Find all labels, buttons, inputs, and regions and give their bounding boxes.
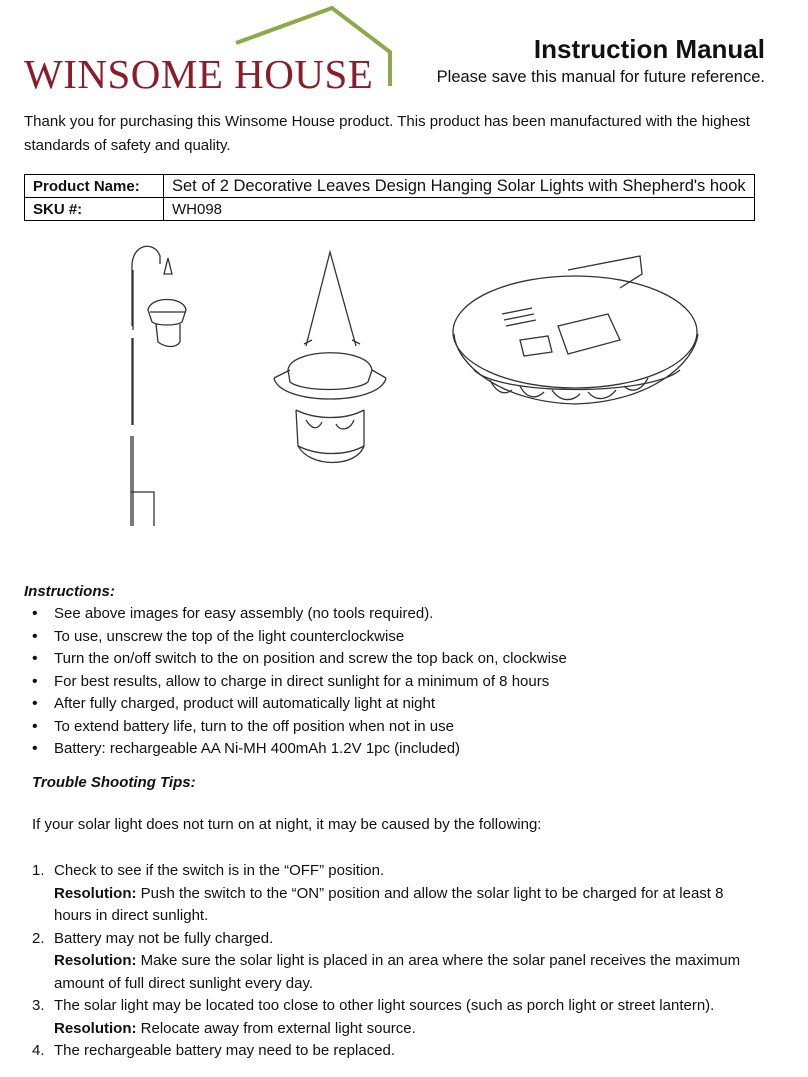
list-item: • Battery: rechargeable AA Ni-MH 400mAh 1.2V 1pc (included) <box>24 738 784 761</box>
troubleshooting-lead: If your solar light does not turn on at night, it may be caused by the following: <box>32 816 542 833</box>
resolution-text: Relocate away from external light source. <box>140 1019 416 1037</box>
list-item: • To extend battery life, turn to the off position when not in use <box>24 716 784 739</box>
resolution-text: Make sure the solar light is placed in an area where the solar panel receives the maximum amount of full direct sunlight every day. <box>54 952 741 992</box>
sku-row <box>25 198 755 221</box>
list-item <box>32 995 752 1040</box>
battery-compartment-illustration <box>453 256 698 404</box>
brand-name: WINSOME HOUSE <box>24 51 374 97</box>
sku-label: SKU #: <box>25 198 164 221</box>
product-name-label: Product Name: <box>25 175 164 198</box>
troubleshooting-heading: Trouble Shooting Tips: <box>32 774 196 791</box>
resolution <box>54 950 752 995</box>
intro-paragraph: Thank you for purchasing this Winsome House product. This product has been manufactured with the highest standards of safety and quality. <box>24 113 750 154</box>
product-name-value: Set of 2 Decorative Leaves Design Hanging Solar Lights with Shepherd's hook <box>164 175 755 198</box>
instructions-heading: Instructions: <box>24 583 115 600</box>
resolution-label: Resolution: <box>54 884 137 902</box>
item-number: 2. <box>32 929 45 947</box>
issue-text: The rechargeable battery may need to be replaced. <box>54 1042 396 1059</box>
product-name-row <box>25 175 755 198</box>
list-item <box>32 1040 752 1063</box>
list-item: • Turn the on/off switch to the on position and screw the top back on, clockwise <box>24 648 784 671</box>
resolution <box>54 883 752 928</box>
solar-lamp-illustration <box>274 252 386 463</box>
page-title: Instruction Manual <box>533 34 765 64</box>
issue-text: Battery may not be fully charged. <box>54 929 274 947</box>
item-number: 4. <box>32 1042 45 1059</box>
item-number: 3. <box>32 997 45 1014</box>
list-item: • To use, unscrew the top of the light counterclockwise <box>24 626 784 649</box>
list-item: • See above images for easy assembly (no tools required). <box>24 603 784 626</box>
list-item <box>32 928 752 996</box>
issue-text: Check to see if the switch is in the “OFF” position. <box>54 862 385 879</box>
resolution-label: Resolution: <box>54 1019 137 1037</box>
issue-text: The solar light may be located too close to other light sources (such as porch light or street lantern). <box>54 997 715 1014</box>
resolution-text: Push the switch to the “ON” position and allow the solar light to be charged for at least 8 hours in direct sunlight. <box>54 884 724 924</box>
assembly-illustrations <box>0 230 808 540</box>
shepherd-hook-illustration <box>131 246 186 526</box>
list-item: • After fully charged, product will automatically light at night <box>24 693 784 716</box>
instructions-list <box>24 603 784 761</box>
item-number: 1. <box>32 862 45 879</box>
troubleshooting-list <box>32 860 752 1063</box>
list-item <box>32 860 752 928</box>
page-subtitle: Please save this manual for future reference. <box>436 68 765 86</box>
list-item: • For best results, allow to charge in direct sunlight for a minimum of 8 hours <box>24 671 784 694</box>
product-info-table <box>24 174 755 221</box>
resolution <box>54 1018 752 1041</box>
resolution-label: Resolution: <box>54 952 137 969</box>
sku-value: WH098 <box>164 198 755 221</box>
